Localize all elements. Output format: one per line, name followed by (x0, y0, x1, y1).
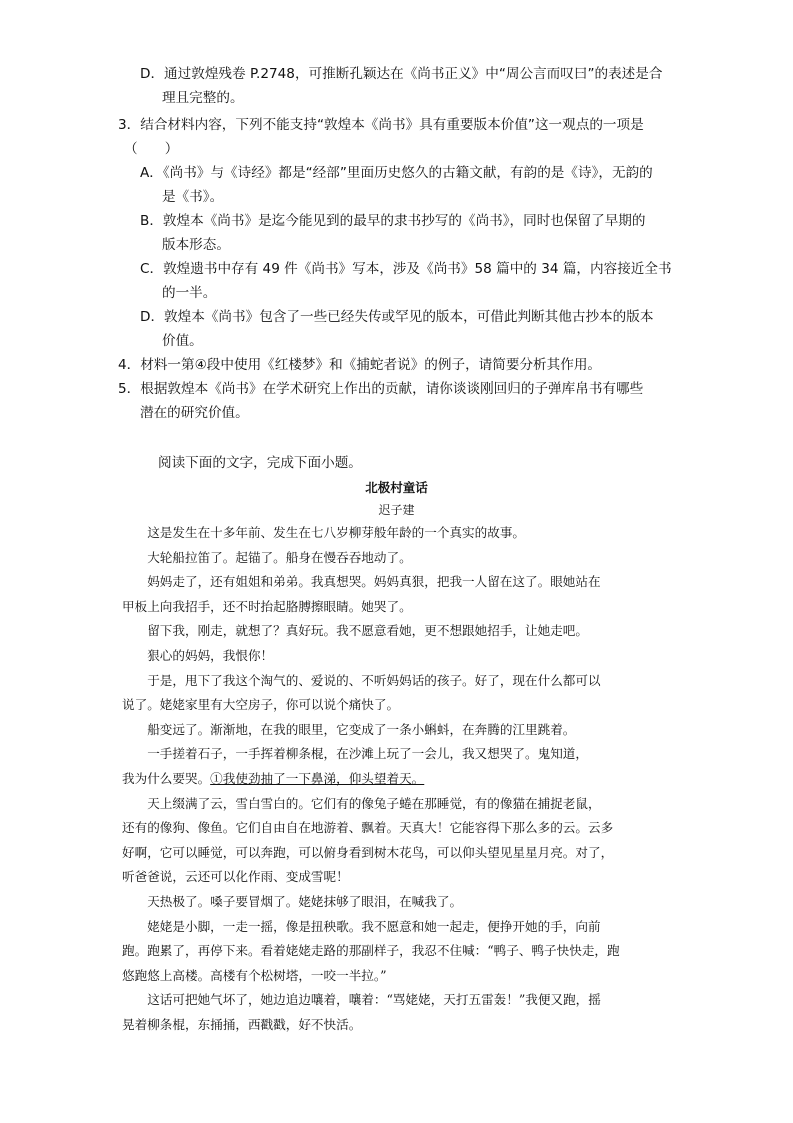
story-line (122, 546, 667, 571)
story-line-text: 听爸爸说，云还可以化作雨、变成雪呢！ (122, 869, 349, 885)
story-line-text: 天热极了。嗓子要冒烟了。姥姥抹够了眼泪，在喊我了。 (147, 893, 463, 909)
story-line (122, 644, 667, 669)
story-line (122, 792, 667, 817)
q5-line2: 潜在的研究价值。 (140, 405, 249, 421)
story-line (122, 865, 667, 890)
question-5 (118, 377, 678, 425)
q3-stem-line2: （ ） (124, 141, 179, 157)
story-line (122, 718, 667, 743)
story-line-text: 跑。跑累了，再停下来。看着姥姥走路的那副样子，我忍不住喊：“鸭子、鸭子快快走，跑 (122, 943, 620, 959)
story-line-text: 姥姥是小脚，一走一摇，像是扭秧歌。我不愿意和她一起走，便挣开她的手，向前 (147, 918, 601, 934)
story-line-text: 这话可把她气坏了，她边追边嚷着，嚷着：“骂姥姥，天打五雷轰！”我便又跑，摇 (147, 992, 601, 1008)
story-line-text: 这是发生在十多年前、发生在七八岁柳芽般年龄的一个真实的故事。 (147, 525, 525, 540)
story-line-text: 大轮船拉笛了。起锚了。船身在慢吞吞地动了。 (147, 549, 412, 565)
story-line-text: 于是，甩下了我这个淘气的、爱说的、不听妈妈话的孩子。好了，现在什么都可以 (147, 672, 601, 688)
q3-option-c-line1: C．敦煌遗书中存有 49 件《尚书》写本，涉及《尚书》58 篇中的 34 篇，内容接近全书 (140, 261, 672, 277)
q2-option-d-line2: 理且完整的。 (162, 90, 244, 106)
story-line (122, 841, 667, 866)
story-author: 迟子建 (378, 503, 415, 517)
story-line (122, 767, 667, 792)
story-title: 北极村童话 (365, 480, 428, 495)
story-body (122, 521, 667, 1037)
question-3 (118, 113, 678, 161)
q3-option-b-line2: 版本形态。 (162, 237, 230, 253)
q3-option-a-line1: A．《尚书》与《诗经》都是“经部”里面历史悠久的古籍文献，有韵的是《诗》，无韵的 (140, 165, 653, 181)
story-line-text: 妈妈走了，还有姐姐和弟弟。我真想哭。妈妈真狠，把我一人留在这了。眼她站在 (147, 574, 601, 590)
q3-options (140, 161, 680, 353)
story-line (122, 570, 667, 595)
story-line-text: 狠心的妈妈，我恨你！ (147, 647, 274, 663)
question-4: 4．材料一第④段中使用《红楼梦》和《捕蛇者说》的例子，请简要分析其作用。 (118, 357, 602, 373)
q3-option-b-line1: B．敦煌本《尚书》是迄今能见到的最早的隶书抄写的《尚书》，同时也保留了早期的 (140, 213, 646, 229)
story-line (122, 1013, 667, 1038)
story-line (122, 988, 667, 1013)
story-line-text: 晃着柳条棍，东捅捅，西戳戳，好不快活。 (122, 1016, 362, 1032)
story-line-text: 我为什么要哭。 (122, 770, 211, 786)
story-line-text: 一手搓着石子，一手挥着柳条棍，在沙滩上玩了一会儿，我又想哭了。鬼知道， (147, 746, 588, 762)
story-line-text: 甲板上向我招手，还不时抬起胳膊擦眼睛。她哭了。 (122, 598, 412, 614)
story-line (122, 595, 667, 620)
story-line (122, 890, 667, 915)
story-line (122, 742, 667, 767)
reading-instruction: 阅读下面的文字，完成下面小题。 (158, 455, 362, 471)
story-line-text: 好啊，它可以睡觉，可以奔跑，可以俯身看到树木花鸟，可以仰头望见星星月亮。对了， (122, 844, 614, 860)
story-line (122, 693, 667, 718)
q3-option-a-line2: 是《书》。 (162, 189, 224, 205)
q2-option-d (140, 62, 680, 110)
story-line-text: 还有的像狗、像鱼。它们自由自在地游着、飘着。天真大！它能容得下那么多的云。云多 (122, 820, 614, 836)
q2-option-d-line1: D．通过敦煌残卷 P.2748，可推断孔颖达在《尚书正义》中“周公言而叹曰”的表述是合 (140, 66, 663, 82)
story-line-text: 说了。姥姥家里有大空房子，你可以说个痛快了。 (122, 697, 400, 713)
q3-stem-line1: 3．结合材料内容，下列不能支持“敦煌本《尚书》具有重要版本价值”这一观点的一项是 (118, 117, 644, 133)
story-line (122, 669, 667, 694)
story-line-text: 留下我，刚走，就想了？真好玩。我不愿意看她，更不想跟她招手，让她走吧。 (147, 623, 588, 639)
story-line-text: 船变远了。渐渐地，在我的眼里，它变成了一条小蝌蚪，在奔腾的江里跳着。 (147, 721, 576, 737)
story-line (122, 964, 667, 989)
story-line (122, 939, 667, 964)
q3-option-d-line2: 价值。 (162, 333, 203, 349)
q5-line1: 5．根据敦煌本《尚书》在学术研究上作出的贡献，请你谈谈刚回归的子弹库帛书有哪些 (118, 381, 644, 397)
story-line-text: 天上缀满了云，雪白雪白的。它们有的像兔子蜷在那睡觉，有的像猫在捕捉老鼠， (147, 795, 601, 811)
q3-option-c-line2: 的一半。 (162, 285, 217, 301)
story-line (122, 915, 667, 940)
q3-option-d-line1: D．敦煌本《尚书》包含了一些已经失传或罕见的版本，可借此判断其他古抄本的版本 (140, 309, 654, 325)
story-line (122, 521, 667, 546)
story-line (122, 816, 667, 841)
story-line-text: 悠跑悠上高楼。高楼有个松树塔，一咬一半拉。” (122, 967, 387, 983)
story-line (122, 619, 667, 644)
underlined-sentence: ①我使劲抽了一下鼻涕，仰头望着天。 (210, 770, 425, 786)
